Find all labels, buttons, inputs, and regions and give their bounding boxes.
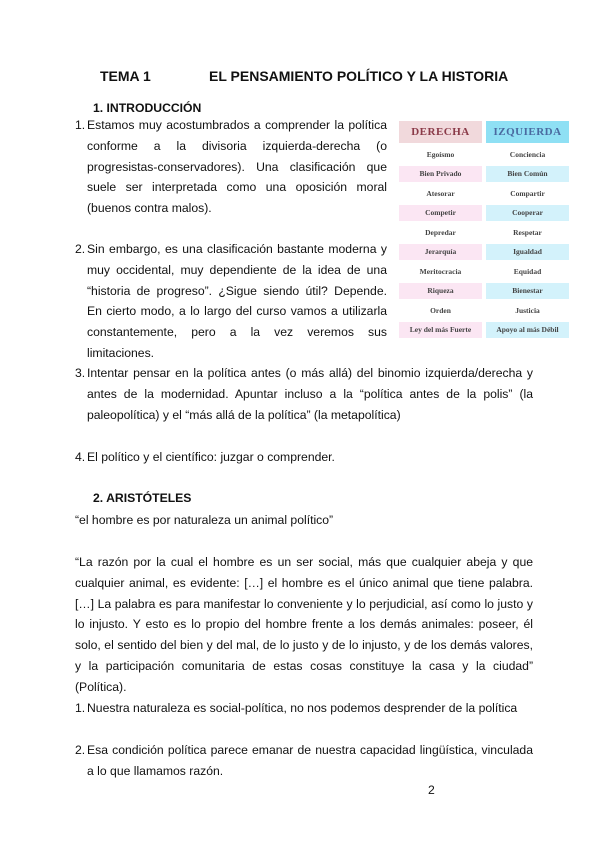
table-row bbox=[399, 322, 569, 339]
list-item bbox=[75, 447, 533, 468]
table-row bbox=[399, 166, 569, 183]
derecha-cell: Egoísmo bbox=[426, 149, 455, 159]
aristotle-paragraph: “La razón por la cual el hombre es un ser social, más que cualquier abeja y que cualquier animal, es evidente: […] el hombre es el único animal que tiene palabra. […] La palabra es para manifestar lo conveniente y lo perjudicial, así como lo justo y lo injusto. Y esto es lo propio del hombre frente a los demás animales: poseer, él solo, el sentido del bien y del mal, de lo justo y de lo injusto, y de los demás valores, y la participación comunitaria de estas cosas constituye la casa y la ciudad” (Política). bbox=[75, 555, 533, 694]
list-number: 3. bbox=[75, 366, 86, 380]
derecha-cell: Orden bbox=[430, 305, 451, 315]
left-right-table bbox=[395, 118, 573, 341]
table-row bbox=[399, 205, 569, 222]
table-row bbox=[399, 302, 569, 319]
table-row bbox=[399, 224, 569, 241]
list-text: Sin embargo, es una clasificación bastante moderna y muy occidental, muy dependiente de la idea de una “historia de progreso”. ¿Sigue siendo útil? Depende. En cierto modo, a lo largo del curso vamos a utilizarla constantemente, pero a la vez veremos sus limitaciones. bbox=[87, 242, 387, 360]
table-header-izquierda: IZQUIERDA bbox=[486, 121, 569, 143]
izquierda-cell: Respetar bbox=[513, 227, 542, 237]
table-row bbox=[399, 244, 569, 261]
list-number: 1. bbox=[75, 118, 86, 132]
derecha-cell: Ley del más Fuerte bbox=[399, 322, 482, 339]
derecha-cell: Jerarquía bbox=[399, 244, 482, 261]
list-text: Estamos muy acostumbrados a comprender la política conforme a la divisoria izquierda-derecha (o progresistas-conservadores). Una clasificación que suele ser interpretada como una oposición moral (buenos contra malos). bbox=[87, 118, 387, 216]
list-number: 4. bbox=[75, 450, 86, 464]
izquierda-cell: Cooperar bbox=[486, 205, 569, 222]
list-text: Intentar pensar en la política antes (o más allá) del binomio izquierda/derecha y antes de la modernidad. Apuntar incluso a la “política antes de la polis” (la paleopolítica) y el “más allá de la política” (la metapolítica) bbox=[87, 366, 533, 422]
izquierda-cell: Bien Común bbox=[486, 166, 569, 183]
izquierda-cell: Igualdad bbox=[486, 244, 569, 261]
izquierda-cell: Bienestar bbox=[486, 283, 569, 300]
derecha-cell: Competir bbox=[399, 205, 482, 222]
izquierda-cell: Equidad bbox=[513, 266, 542, 276]
list-item bbox=[75, 115, 387, 219]
list-text: El político y el científico: juzgar o comprender. bbox=[87, 450, 335, 464]
page-number: 2 bbox=[428, 783, 435, 797]
table-header-derecha: DERECHA bbox=[399, 121, 482, 143]
izquierda-cell: Conciencia bbox=[509, 149, 546, 159]
derecha-cell: Riqueza bbox=[399, 283, 482, 300]
izquierda-cell: Compartir bbox=[510, 188, 545, 198]
derecha-cell: Meritocracia bbox=[419, 266, 462, 276]
list-text: Esa condición política parece emanar de nuestra capacidad lingüística, vinculada a lo que llamamos razón. bbox=[87, 743, 533, 778]
list-text: Nuestra naturaleza es social-política, no nos podemos desprender de la política bbox=[87, 701, 518, 715]
table-row bbox=[399, 185, 569, 202]
list-number: 2. bbox=[75, 743, 86, 757]
aristotle-quote: “el hombre es por naturaleza un animal político” bbox=[75, 513, 334, 527]
izquierda-cell: Justicia bbox=[515, 305, 540, 315]
section-heading-introduccion: 1. INTRODUCCIÓN bbox=[93, 101, 202, 115]
list-number: 1. bbox=[75, 701, 86, 715]
topic-label: TEMA 1 bbox=[100, 68, 151, 84]
list-item bbox=[75, 239, 387, 364]
list-item bbox=[75, 363, 533, 425]
derecha-cell: Bien Privado bbox=[399, 166, 482, 183]
table-row bbox=[399, 263, 569, 280]
derecha-cell: Depredar bbox=[425, 227, 456, 237]
page-title: EL PENSAMIENTO POLÍTICO Y LA HISTORIA bbox=[209, 68, 509, 84]
izquierda-cell: Apoyo al más Débil bbox=[486, 322, 569, 339]
table-row bbox=[399, 146, 569, 163]
table-row bbox=[399, 283, 569, 300]
list-item bbox=[75, 698, 533, 719]
derecha-cell: Atesorar bbox=[426, 188, 455, 198]
list-item bbox=[75, 740, 533, 782]
section-heading-aristoteles: 2. ARISTÓTELES bbox=[93, 491, 192, 505]
list-number: 2. bbox=[75, 242, 86, 256]
